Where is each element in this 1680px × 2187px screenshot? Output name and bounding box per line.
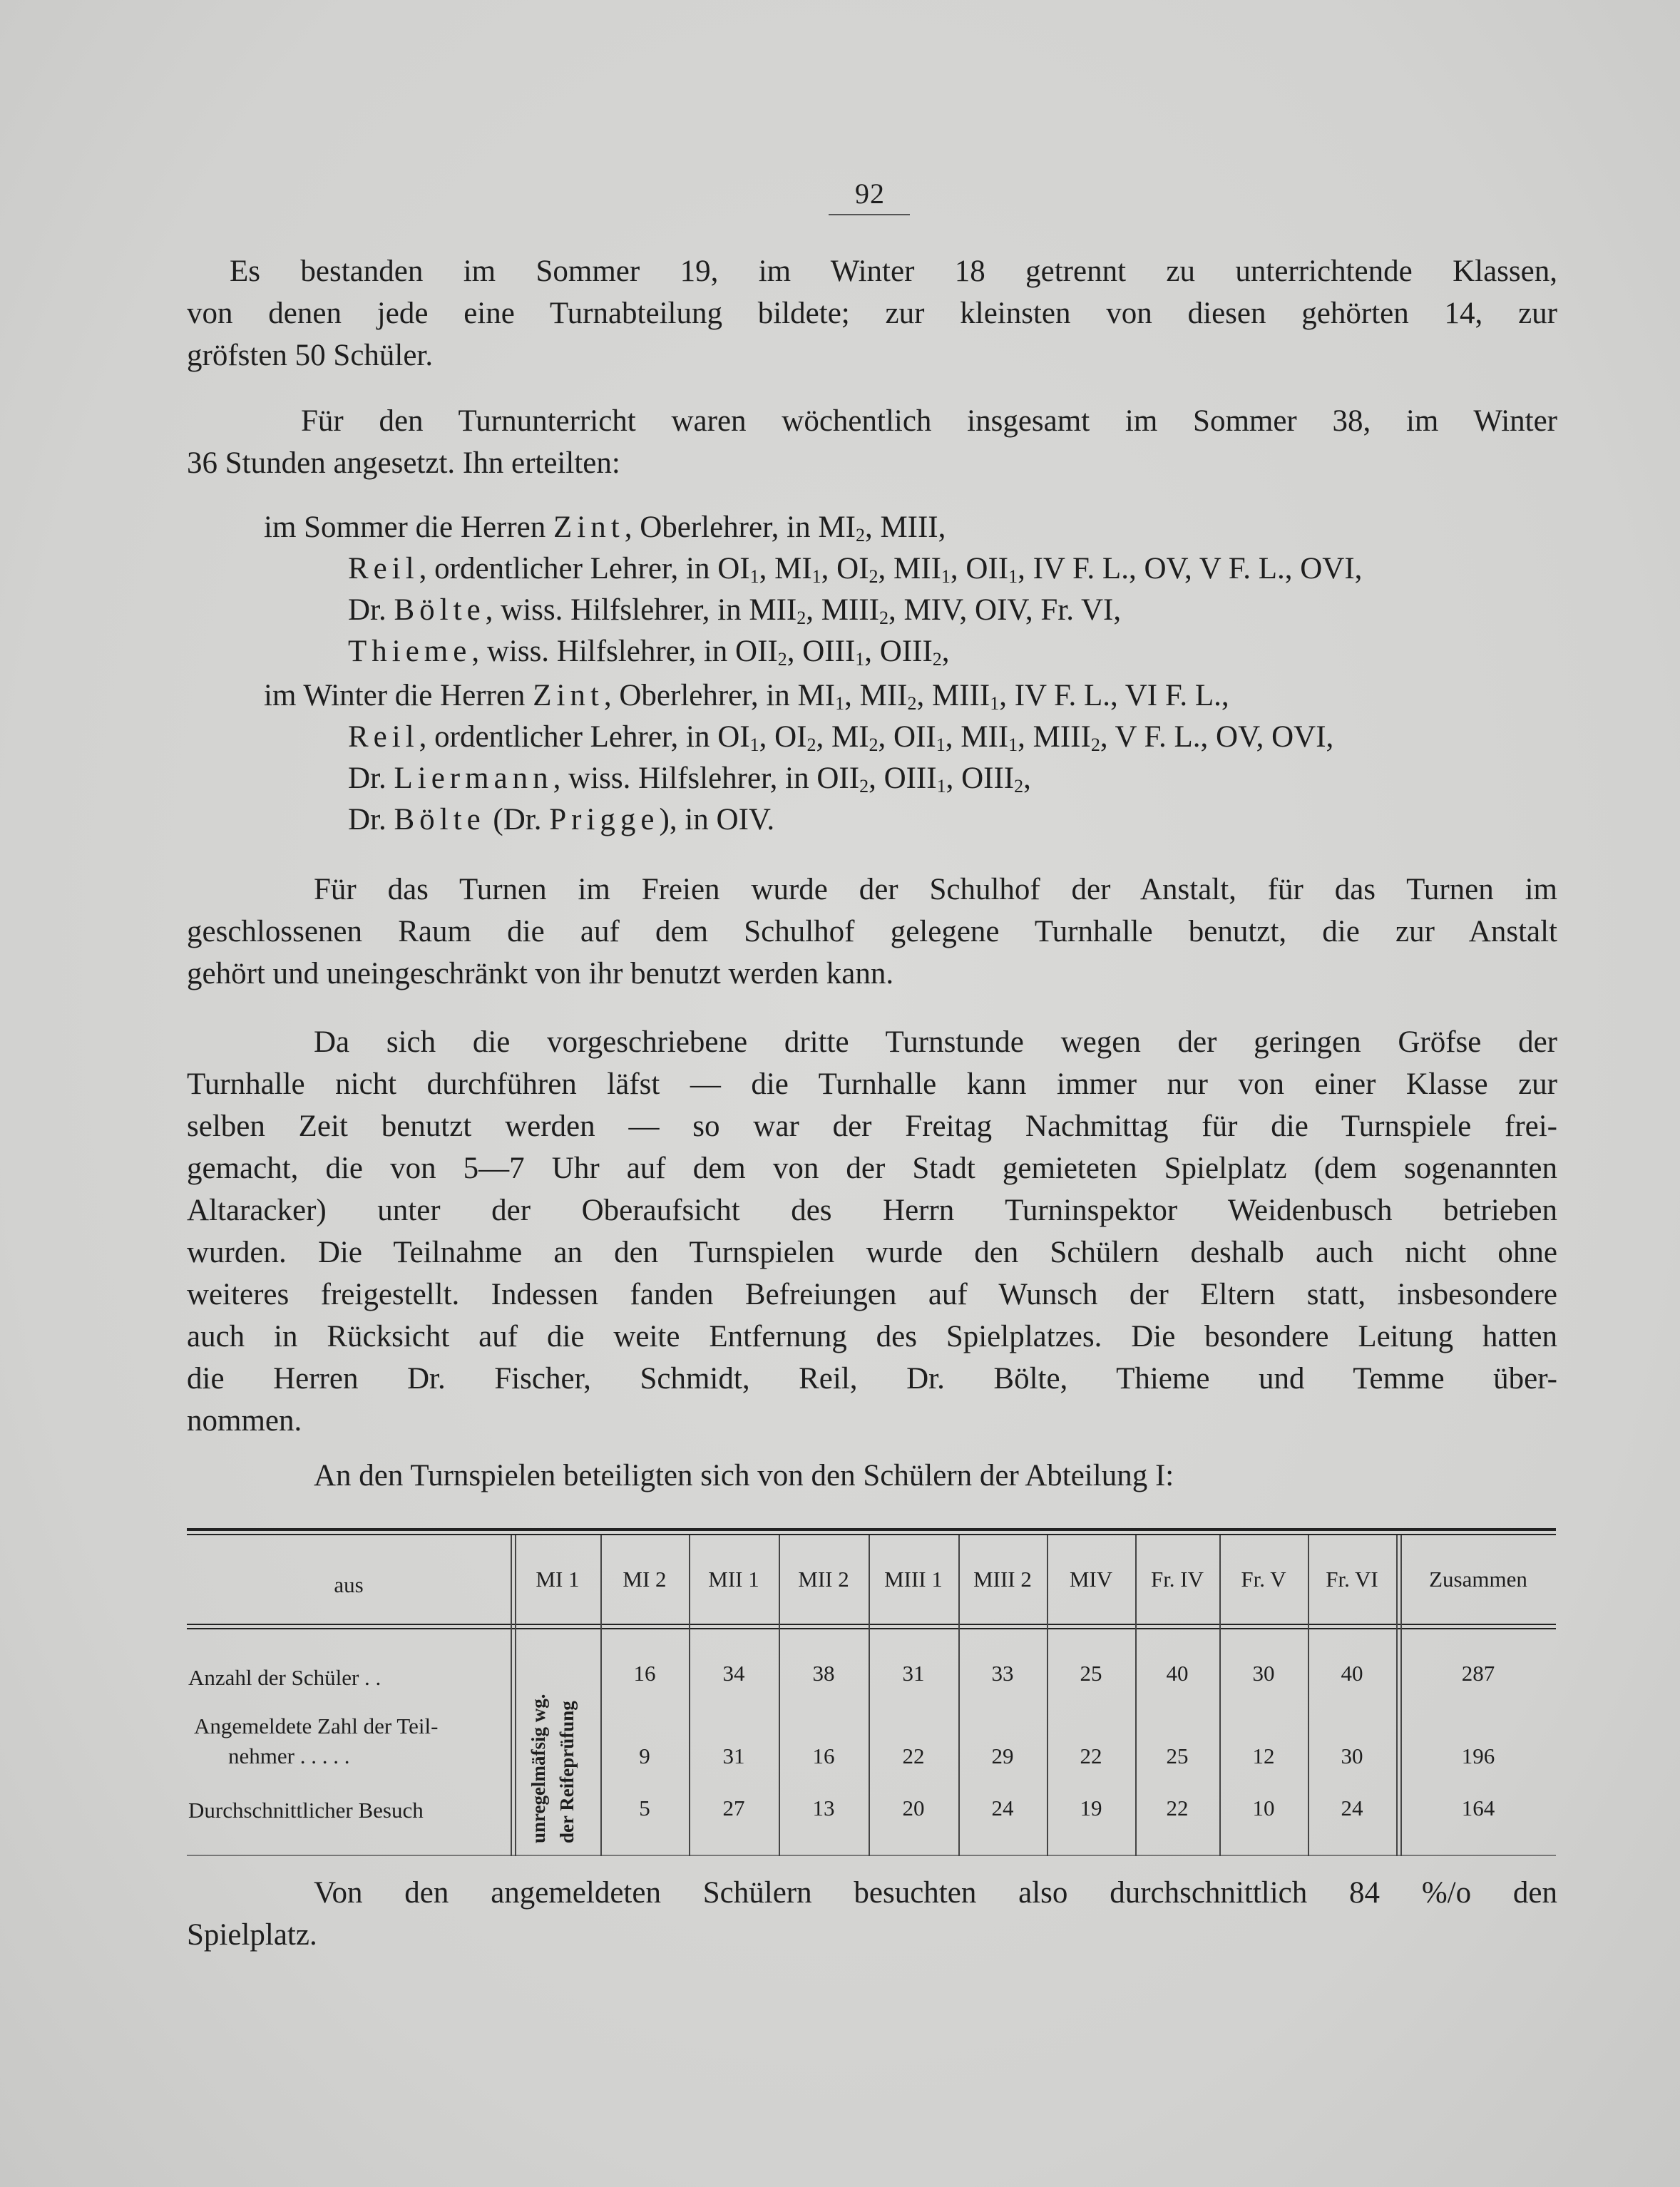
text-line: gemacht, die von 5—7 Uhr auf dem von der Stadt gemieteten Spielplatz (dem sogenannten: [187, 1152, 1557, 1185]
header-aus: aus: [334, 1572, 364, 1597]
roster-summer-line-2: [348, 551, 1362, 586]
roster-text: , Oberlehrer, in $MI_1$, $MII_2$, $MIII_1$, IV F. L., VI F. L.,: [603, 679, 1229, 714]
page-number-rule: [829, 214, 910, 215]
roster-text: , wiss. Hilfslehrer, in $OII_2$, $OIII_1$, $OIII_2$,: [553, 762, 1031, 797]
teacher-name: Reil: [348, 552, 419, 585]
table-cell: 30: [1252, 1661, 1275, 1686]
table-cell: 31: [722, 1743, 745, 1768]
text-line: An den Turnspielen beteiligten sich von den Schülern der Abteilung I:: [314, 1459, 1174, 1492]
table-cell: 196: [1461, 1743, 1495, 1768]
paragraph-6: [187, 1872, 1557, 1956]
roster-text: , ordentlicher Lehrer, in $OI_1$, $MI_1$, $OI_2$, $MII_1$, $OII_1$, IV F. L., OV, V F. L., OVI,: [419, 552, 1363, 587]
roster-winter-line-1: im Winter die Herren Zint, Oberlehrer, in $MI_1$, $MII_2$, $MIII_1$, IV F. L., VI F. L.,: [264, 679, 1229, 714]
text-line: von denen jede eine Turnabteilung bildete; zur kleinsten von diesen gehörten 14, zur: [187, 297, 1557, 330]
header-col: MI 1: [536, 1567, 580, 1592]
header-col: Fr. V: [1241, 1567, 1286, 1592]
table-cell: 25: [1166, 1743, 1189, 1768]
table-cell: 13: [812, 1796, 835, 1820]
teacher-name: Reil: [348, 720, 419, 754]
text-line: Turnhalle nicht durchführen läfst — die Turnhalle kann immer nur von einer Klasse zur: [187, 1067, 1557, 1101]
text-line: gröfsten 50 Schüler.: [187, 339, 434, 372]
teacher-name: Zint: [553, 511, 625, 544]
mi1-note: unregelmäfsig wg. der Reifeprüfung: [528, 1694, 578, 1843]
roster-summer-line-3: Dr. Bölte, wiss. Hilfslehrer, in $MII_2$, $MIII_2$, MIV, OIV, Fr. VI,: [348, 593, 1122, 628]
text-line: Es bestanden im Sommer 19, im Winter 18 getrennt zu unterrichtende Klassen,: [230, 255, 1557, 288]
teacher-name: Bölte: [394, 803, 486, 836]
table-cell: 22: [1166, 1796, 1189, 1820]
table-cell: 29: [991, 1743, 1014, 1768]
teacher-name: Prigge: [549, 803, 660, 836]
text-line: geschlossenen Raum die auf dem Schulhof gelegene Turnhalle benutzt, die zur Anstalt: [187, 915, 1557, 948]
table-cell: 19: [1080, 1796, 1102, 1820]
header-col: MIII 2: [973, 1567, 1032, 1592]
roster-text: , wiss. Hilfslehrer, in $MII_2$, $MIII_2$, MIV, OIV, Fr. VI,: [485, 593, 1122, 628]
text-line: Altaracker) unter der Oberaufsicht des Herrn Turninspektor Weidenbusch betrieben: [187, 1194, 1557, 1227]
roster-winter-line-4: Dr. Bölte (Dr. Prigge), in OIV.: [348, 803, 775, 836]
header-col: MIII 1: [884, 1567, 943, 1592]
table-cell: 22: [902, 1743, 925, 1768]
row-label: Anzahl der Schüler . .: [188, 1665, 381, 1690]
roster-text: , ordentlicher Lehrer, in $OI_1$, $OI_2$, $MI_2$, $OII_1$, $MII_1$, $MIII_2$, V F. L., OV, OVI,: [419, 720, 1334, 755]
text-line: wurden. Die Teilnahme an den Turnspielen wurde den Schülern deshalb auch nicht ohne: [187, 1236, 1557, 1269]
table-cell: 25: [1080, 1661, 1102, 1686]
text-line: gehört und uneingeschränkt von ihr benutzt werden kann.: [187, 957, 894, 990]
text-line: Spielplatz.: [187, 1918, 317, 1952]
roster-winter-line-2: [348, 719, 1333, 754]
text-line: Da sich die vorgeschriebene dritte Turnstunde wegen der geringen Gröfse der: [314, 1025, 1557, 1059]
header-col: MII 1: [708, 1567, 759, 1592]
table-cell: 16: [633, 1661, 656, 1686]
paragraph-3: [187, 869, 1557, 995]
table-cell: 287: [1461, 1661, 1495, 1686]
teacher-name: Thieme: [348, 635, 472, 668]
table-cell: 12: [1252, 1743, 1275, 1768]
paragraph-5: [187, 1455, 1557, 1497]
header-col: Fr. VI: [1326, 1567, 1378, 1592]
text-line: auch in Rücksicht auf die weite Entfernung des Spielplatzes. Die besondere Leitung hatten: [187, 1320, 1557, 1353]
text-line: Für das Turnen im Freien wurde der Schulhof der Anstalt, für das Turnen im: [314, 873, 1557, 906]
table-cell: 20: [902, 1796, 925, 1820]
text-line: nommen.: [187, 1404, 302, 1438]
teacher-name: Bölte: [394, 593, 486, 627]
table-cell: 10: [1252, 1796, 1275, 1820]
text-line: die Herren Dr. Fischer, Schmidt, Reil, Dr. Bölte, Thieme und Temme über-: [187, 1362, 1557, 1395]
table-cell: 34: [722, 1661, 745, 1686]
text-line: Für den Turnunterricht waren wöchentlich insgesamt im Sommer 38, im Winter: [301, 404, 1557, 438]
paragraph-4: [187, 1021, 1557, 1442]
table-cell: 38: [812, 1661, 835, 1686]
table-cell: 5: [639, 1796, 650, 1820]
teacher-name: Zint: [533, 679, 604, 712]
text-line: selben Zeit benutzt werden — so war der Freitag Nachmittag für die Turnspiele frei-: [187, 1110, 1557, 1143]
row-label: Durchschnittlicher Besuch: [188, 1798, 424, 1823]
paragraph-1: [187, 250, 1557, 377]
teacher-name: Liermann: [394, 762, 553, 795]
table-cell: 24: [1341, 1796, 1363, 1820]
header-col: Zusammen: [1429, 1567, 1527, 1592]
page-number: 92: [855, 178, 885, 210]
roster-winter-line-3: Dr. Liermann, wiss. Hilfslehrer, in $OII_2$, $OIII_1$, $OIII_2$,: [348, 762, 1031, 797]
table-cell: 16: [812, 1743, 835, 1768]
participation-table: [187, 1522, 1556, 1858]
table-cell: 27: [722, 1796, 745, 1820]
row-label: Angemeldete Zahl der Teil-: [194, 1714, 439, 1738]
header-col: Fr. IV: [1150, 1567, 1204, 1592]
table-cell: 24: [991, 1796, 1014, 1820]
table-cell: 31: [902, 1661, 925, 1686]
row-label: nehmer . . . . .: [228, 1743, 350, 1768]
paragraph-2: [187, 400, 1557, 484]
table-cell: 9: [639, 1743, 650, 1768]
text-line: Von den angemeldeten Schülern besuchten also durchschnittlich 84 %/o den: [314, 1876, 1557, 1910]
roster-text: , Oberlehrer, in $MI_2$, MIII,: [624, 511, 946, 546]
table-cell: 30: [1341, 1743, 1363, 1768]
roster-summer-line-4: [348, 634, 950, 669]
table-cell: 40: [1341, 1661, 1363, 1686]
roster-text: , wiss. Hilfslehrer, in $OII_2$, $OIII_1$, $OIII_2$,: [471, 635, 950, 670]
table-cell: 40: [1166, 1661, 1189, 1686]
roster-summer-line-1: im Sommer die Herren Zint, Oberlehrer, in $MI_2$, MIII,: [264, 511, 946, 546]
table-cell: 22: [1080, 1743, 1102, 1768]
text-line: weiteres freigestellt. Indessen fanden Befreiungen auf Wunsch der Eltern statt, insbesondere: [187, 1278, 1557, 1311]
table-cell: 164: [1461, 1796, 1495, 1820]
text-line: 36 Stunden angesetzt. Ihn erteilten:: [187, 446, 620, 480]
header-col: MI 2: [623, 1567, 667, 1592]
header-col: MIV: [1069, 1567, 1113, 1592]
table-cell: 33: [991, 1661, 1014, 1686]
header-col: MII 2: [798, 1567, 849, 1592]
